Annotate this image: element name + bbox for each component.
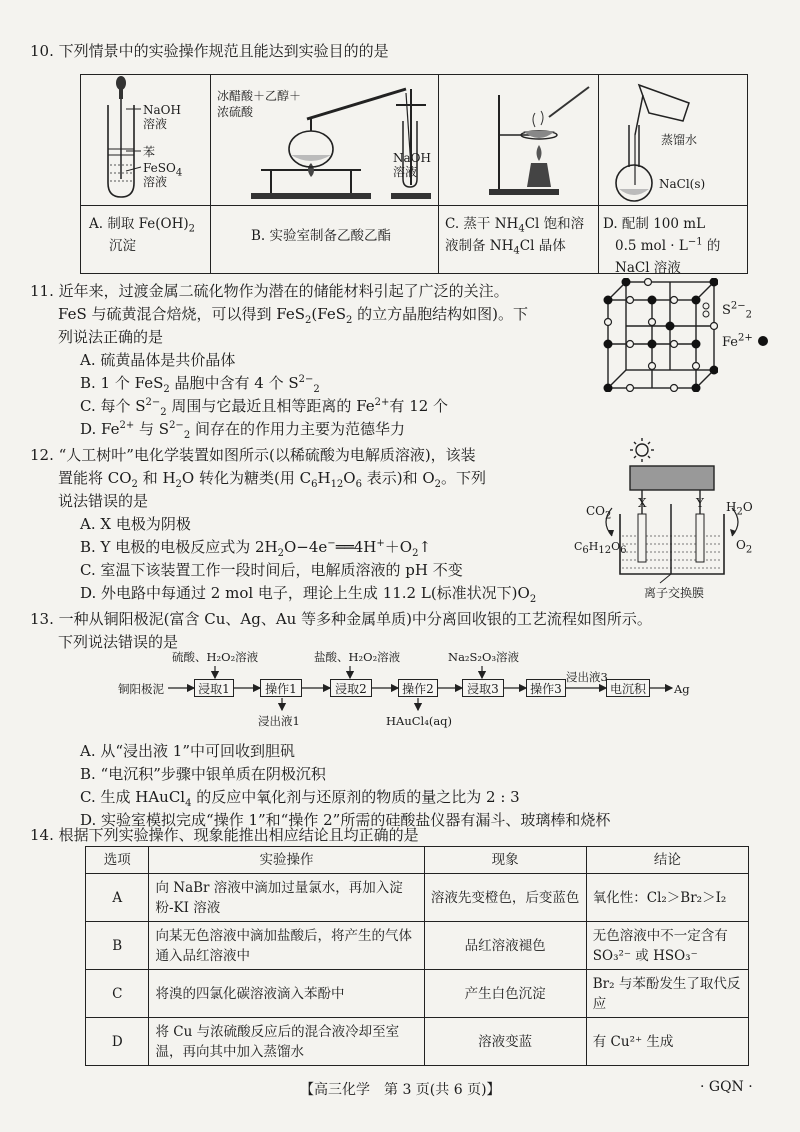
row-option: B <box>86 922 149 970</box>
row-phenomenon: 品红溶液褪色 <box>424 922 586 970</box>
q13-stem-line-2: 下列说法错误的是 <box>58 633 179 651</box>
q10-caption-b: B. 实验室制备乙酸乙酯 <box>251 228 392 244</box>
reagent-label: 冰醋酸＋乙醇＋ <box>217 89 302 103</box>
q12-stem-line-1: 12. “人工树叶”电化学装置如图所示(以稀硫酸为电解质溶液)，该装 <box>30 446 476 464</box>
q10-option-d <box>599 75 749 276</box>
q13-option-c: C. 生成 HAuCl$_4$ 的反应中氧化剂与还原剂的物质的量之比为 2 : 3 <box>80 788 520 809</box>
o2-label: $O_2$ <box>736 538 753 556</box>
row-phenomenon: 溶液变蓝 <box>424 1018 586 1066</box>
ion-exchange-membrane-label: 离子交换膜 <box>644 586 705 600</box>
header-operation: 实验操作 <box>149 847 424 874</box>
q10-stem: 10. 下列情景中的实验操作规范且能达到实验目的的是 <box>30 42 389 60</box>
row-phenomenon: 溶液先变橙色，后变蓝色 <box>424 874 586 922</box>
table-row <box>86 970 749 1018</box>
flow-box-leach-3: 浸取3 <box>462 679 504 697</box>
row-conclusion: 氧化性：Cl₂＞Br₂＞I₂ <box>586 874 748 922</box>
feso4-label-2: 溶液 <box>143 175 168 189</box>
naoh-label-2: 溶液 <box>393 165 418 179</box>
row-option: D <box>86 1018 149 1066</box>
h2o-label: $H_2O$ <box>726 500 753 518</box>
feso4-label: FeSO$_4$ <box>143 161 183 179</box>
fes2-unit-cell-diagram <box>598 278 718 392</box>
q10-option-c <box>439 75 599 273</box>
fe-legend-dot <box>758 336 768 346</box>
row-option: A <box>86 874 149 922</box>
row-phenomenon: 产生白色沉淀 <box>424 970 586 1018</box>
header-conclusion: 结论 <box>586 847 748 874</box>
benzene-label: 苯 <box>143 145 156 159</box>
row-operation: 向某无色溶液中滴加盐酸后，将产生的气体通入品红溶液中 <box>149 922 424 970</box>
q11-option-a: A. 硫黄晶体是共价晶体 <box>80 351 236 369</box>
row-operation: 向 NaBr 溶液中滴加过量氯水，再加入淀粉-KI 溶液 <box>149 874 424 922</box>
co2-label: $CO_2$ <box>586 504 612 522</box>
flow-output-3: 浸出液3 <box>566 670 608 684</box>
q11-option-d: D. $Fe^{2+}$ 与 $S^{2-}_2$ 间存在的作用力主要为范德华力 <box>80 420 405 441</box>
distilled-water-label: 蒸馏水 <box>661 133 698 147</box>
flow-reagent-2: 盐酸、H₂O₂溶液 <box>314 650 401 664</box>
q12-option-a: A. X 电极为阴极 <box>80 515 191 533</box>
fe-legend-label: $Fe^{2+}$ <box>722 332 753 350</box>
sun-icon <box>630 438 654 462</box>
flow-reagent-3: Na₂S₂O₃溶液 <box>448 650 520 664</box>
glucose-label: $C_6H_{12}O_6$ <box>574 540 627 557</box>
row-operation: 将溴的四氯化碳溶液滴入苯酚中 <box>149 970 424 1018</box>
flow-box-leach-1: 浸取1 <box>194 679 234 697</box>
s2-legend-label: $S^{2-}_2$ <box>722 300 753 321</box>
row-conclusion: 有 Cu²⁺ 生成 <box>586 1018 748 1066</box>
naoh-label: NaOH <box>143 103 181 117</box>
naoh-label-2: 溶液 <box>143 117 168 131</box>
flow-end: Ag <box>674 682 690 696</box>
page-footer: 【高三化学 第 3 页(共 6 页)】 <box>300 1082 501 1098</box>
q10-option-a <box>81 75 211 273</box>
q10-option-b <box>211 75 439 273</box>
q14-table <box>85 846 749 1066</box>
footer-code: · GQN · <box>700 1079 753 1095</box>
nacl-label: NaCl(s) <box>659 177 706 191</box>
flow-box-electrodeposition: 电沉积 <box>606 679 650 697</box>
q12-stem-line-2: 置能将 $CO_2$ 和 $H_2O$ 转化为糖类(用 $C_6H_{12}O_6$ 表示)和 $O_2$。下列 <box>58 469 487 490</box>
q13-option-d: D. 实验室模拟完成“操作 1”和“操作 2”所需的硅酸盐仪器有漏斗、玻璃棒和烧杯 <box>80 811 611 829</box>
q12-option-d: D. 外电路中每通过 2 mol 电子，理论上生成 11.2 L(标准状况下)$O_2$ <box>80 584 537 605</box>
q11-option-c: C. 每个 $S^{2-}_2$ 周围与它最近且相等距离的 $Fe^{2+}$有 12 个 <box>80 397 449 418</box>
q11-option-b: B. 1 个 FeS$_2$ 晶胞中含有 4 个 $S^{2-}_2$ <box>80 374 320 395</box>
q11-stem-line-1: 11. 近年来，过渡金属二硫化物作为潜在的储能材料引起了广泛的关注。 <box>30 282 509 300</box>
flow-box-operation-2: 操作2 <box>398 679 438 697</box>
header-option: 选项 <box>86 847 149 874</box>
flow-box-leach-2: 浸取2 <box>330 679 372 697</box>
q11-stem-line-2: FeS 与硫黄混合焙烧，可以得到 FeS$_2$(FeS$_2$ 的立方晶胞结构如图)。下 <box>58 305 528 326</box>
flow-output-1: 浸出液1 <box>258 714 300 728</box>
q10-options-table <box>80 74 748 274</box>
header-phenomenon: 现象 <box>424 847 586 874</box>
q10-caption-c: C. 蒸干 $NH_4Cl$ 饱和溶 液制备 $NH_4Cl$ 晶体 <box>445 216 585 257</box>
flow-box-operation-3: 操作3 <box>526 679 566 697</box>
q10-caption-d: D. 配制 100 mL 0.5 mol · $L^{-1}$ 的 NaCl 溶液 <box>603 216 721 276</box>
q12-option-c: C. 室温下该装置工作一段时间后，电解质溶液的 pH 不变 <box>80 561 463 579</box>
table-header-row <box>86 847 749 874</box>
naoh-label: NaOH <box>393 151 431 165</box>
row-conclusion: Br₂ 与苯酚发生了取代反应 <box>586 970 748 1018</box>
flow-output-2: HAuCl₄(aq) <box>386 714 453 728</box>
flow-start: 铜阳极泥 <box>118 682 164 696</box>
row-option: C <box>86 970 149 1018</box>
reagent-label-2: 浓硫酸 <box>217 105 254 119</box>
q12-stem-line-3: 说法错误的是 <box>58 492 149 510</box>
evaporating-dish-icon <box>439 75 599 205</box>
flow-box-operation-1: 操作1 <box>260 679 302 697</box>
q13-option-b: B. “电沉积”步骤中银单质在阴极沉积 <box>80 765 326 783</box>
x-electrode-label: X <box>638 496 647 510</box>
table-row <box>86 922 749 970</box>
q11-stem-line-3: 列说法正确的是 <box>58 328 164 346</box>
row-conclusion: 无色溶液中不一定含有 SO₃²⁻ 或 HSO₃⁻ <box>586 922 748 970</box>
table-row <box>86 874 749 922</box>
q12-option-b: B. Y 电极的电极反应式为 $2H_2O-4e^-══4H^++O_2↑$ <box>80 538 432 559</box>
q13-stem-line-1: 13. 一种从铜阳极泥(富含 Cu、Ag、Au 等多种金属单质)中分离回收银的工艺流程如图所示。 <box>30 610 652 628</box>
q10-caption-a: A. 制取 $Fe(OH)_2$ 沉淀 <box>89 216 195 254</box>
table-row <box>86 1018 749 1066</box>
row-operation: 将 Cu 与浓硫酸反应后的混合液冷却至室温，再向其中加入蒸馏水 <box>149 1018 424 1066</box>
q13-option-a: A. 从“浸出液 1”中可回收到胆矾 <box>80 742 296 760</box>
q14-stem: 14. 根据下列实验操作、现象能推出相应结论且均正确的是 <box>30 826 419 844</box>
flow-reagent-1: 硫酸、H₂O₂溶液 <box>172 650 259 664</box>
y-electrode-label: Y <box>696 496 704 510</box>
